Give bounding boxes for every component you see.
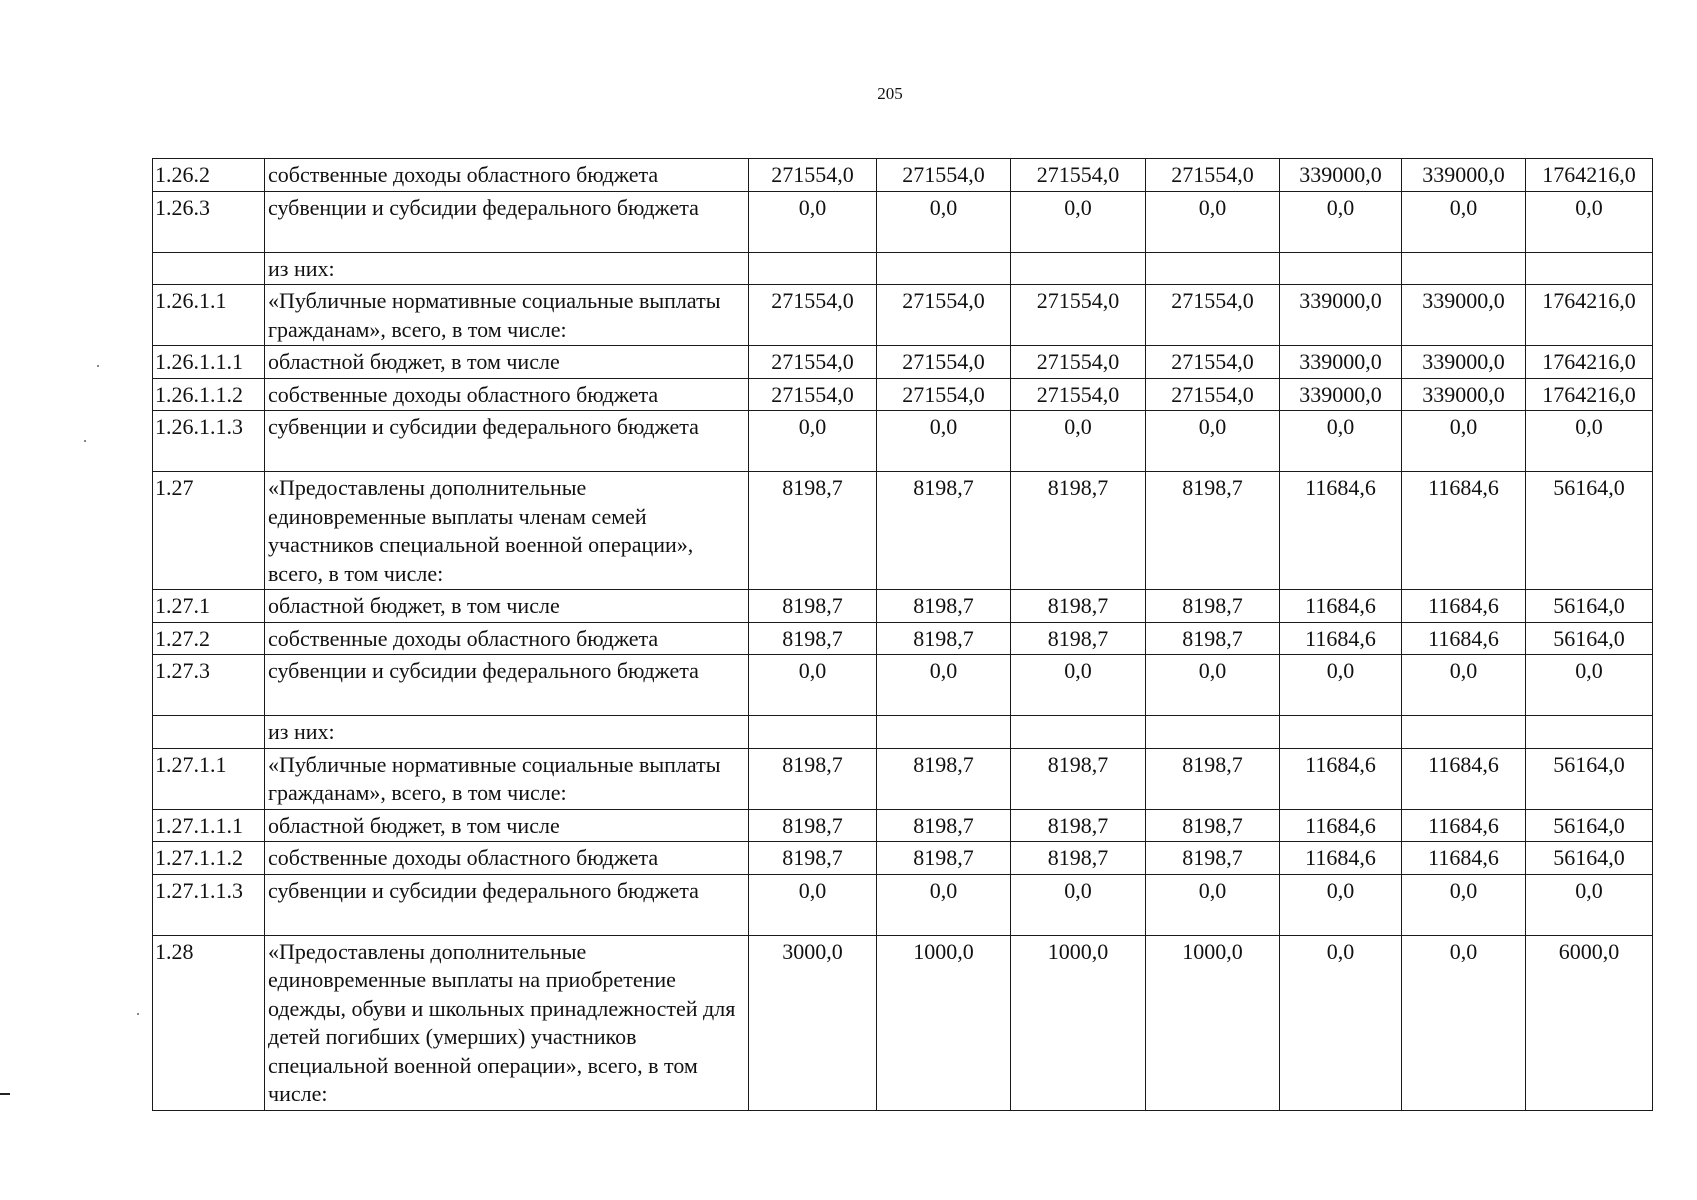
row-value: 339000,0 xyxy=(1402,159,1526,192)
row-description: из них: xyxy=(265,716,749,749)
row-value: 271554,0 xyxy=(1011,285,1146,346)
table-row xyxy=(153,378,1653,411)
row-value xyxy=(1402,716,1526,749)
row-value xyxy=(1146,716,1280,749)
row-value: 271554,0 xyxy=(877,159,1011,192)
row-total-value: 56164,0 xyxy=(1526,809,1653,842)
row-value: 8198,7 xyxy=(877,590,1011,623)
table-row xyxy=(153,842,1653,875)
row-value xyxy=(1146,252,1280,285)
row-value: 271554,0 xyxy=(749,378,877,411)
row-description: собственные доходы областного бюджета xyxy=(265,378,749,411)
row-value xyxy=(1280,716,1402,749)
row-code: 1.27 xyxy=(153,472,265,590)
row-value: 0,0 xyxy=(877,874,1011,935)
table-row xyxy=(153,472,1653,590)
row-description: «Предоставлены дополнительные единовременные выплаты на приобретение одежды, обуви и школьных принадлежностей для детей погибших (умерших) участников специальной военной операции», всего, в том числе: xyxy=(265,935,749,1110)
row-description: субвенции и субсидии федерального бюджета xyxy=(265,655,749,716)
row-value: 271554,0 xyxy=(877,285,1011,346)
row-total-value: 0,0 xyxy=(1526,655,1653,716)
row-value: 8198,7 xyxy=(749,842,877,875)
row-value xyxy=(749,716,877,749)
row-code: 1.27.1.1 xyxy=(153,748,265,809)
row-value: 11684,6 xyxy=(1402,748,1526,809)
row-value: 339000,0 xyxy=(1280,285,1402,346)
table-row xyxy=(153,935,1653,1110)
row-value: 11684,6 xyxy=(1280,622,1402,655)
row-description: субвенции и субсидии федерального бюджета xyxy=(265,191,749,252)
row-value: 0,0 xyxy=(1402,655,1526,716)
row-value: 271554,0 xyxy=(749,285,877,346)
row-value: 0,0 xyxy=(1011,191,1146,252)
table-row xyxy=(153,716,1653,749)
row-value: 271554,0 xyxy=(1011,159,1146,192)
scan-speck xyxy=(97,365,99,367)
row-value xyxy=(1402,252,1526,285)
row-value: 0,0 xyxy=(1146,655,1280,716)
row-total-value: 1764216,0 xyxy=(1526,159,1653,192)
row-value: 0,0 xyxy=(1280,655,1402,716)
row-value: 8198,7 xyxy=(1011,748,1146,809)
row-value: 271554,0 xyxy=(1146,378,1280,411)
row-total-value: 6000,0 xyxy=(1526,935,1653,1110)
table-row xyxy=(153,655,1653,716)
row-total-value xyxy=(1526,716,1653,749)
row-value: 1000,0 xyxy=(1146,935,1280,1110)
row-description: областной бюджет, в том числе xyxy=(265,590,749,623)
row-value: 0,0 xyxy=(1280,411,1402,472)
row-code: 1.26.1.1.3 xyxy=(153,411,265,472)
row-total-value xyxy=(1526,252,1653,285)
row-description: областной бюджет, в том числе xyxy=(265,809,749,842)
row-value: 8198,7 xyxy=(1011,622,1146,655)
row-value: 8198,7 xyxy=(1146,748,1280,809)
row-value: 8198,7 xyxy=(749,622,877,655)
row-total-value: 56164,0 xyxy=(1526,748,1653,809)
row-total-value: 56164,0 xyxy=(1526,622,1653,655)
row-value: 11684,6 xyxy=(1402,590,1526,623)
row-value: 0,0 xyxy=(1280,191,1402,252)
row-value: 11684,6 xyxy=(1402,472,1526,590)
row-description: собственные доходы областного бюджета xyxy=(265,622,749,655)
row-value: 271554,0 xyxy=(1011,346,1146,379)
row-code: 1.28 xyxy=(153,935,265,1110)
row-description: собственные доходы областного бюджета xyxy=(265,842,749,875)
row-value: 0,0 xyxy=(1011,411,1146,472)
row-value: 271554,0 xyxy=(1146,285,1280,346)
row-value xyxy=(749,252,877,285)
row-value: 11684,6 xyxy=(1280,842,1402,875)
table-row xyxy=(153,590,1653,623)
row-value: 271554,0 xyxy=(1146,346,1280,379)
table-row xyxy=(153,411,1653,472)
row-description: собственные доходы областного бюджета xyxy=(265,159,749,192)
row-value: 0,0 xyxy=(877,191,1011,252)
row-value: 0,0 xyxy=(1146,411,1280,472)
row-value: 339000,0 xyxy=(1280,346,1402,379)
scan-edge-mark xyxy=(0,1093,10,1095)
row-description: субвенции и субсидии федерального бюджета xyxy=(265,874,749,935)
row-code: 1.27.2 xyxy=(153,622,265,655)
row-code: 1.27.1 xyxy=(153,590,265,623)
row-value: 0,0 xyxy=(877,655,1011,716)
row-total-value: 1764216,0 xyxy=(1526,378,1653,411)
row-total-value: 56164,0 xyxy=(1526,472,1653,590)
table-row xyxy=(153,874,1653,935)
table-row xyxy=(153,809,1653,842)
row-total-value: 0,0 xyxy=(1526,411,1653,472)
row-value: 0,0 xyxy=(1011,655,1146,716)
row-value: 0,0 xyxy=(1280,874,1402,935)
row-code xyxy=(153,252,265,285)
row-value: 11684,6 xyxy=(1280,748,1402,809)
row-value: 8198,7 xyxy=(1146,809,1280,842)
table-row xyxy=(153,285,1653,346)
row-value: 0,0 xyxy=(877,411,1011,472)
row-value: 8198,7 xyxy=(877,809,1011,842)
row-value: 0,0 xyxy=(1146,191,1280,252)
row-total-value: 1764216,0 xyxy=(1526,285,1653,346)
row-value: 0,0 xyxy=(1011,874,1146,935)
table-row xyxy=(153,252,1653,285)
table-row xyxy=(153,346,1653,379)
row-value: 271554,0 xyxy=(1011,378,1146,411)
row-description: «Предоставлены дополнительные единовременные выплаты членам семей участников специальной военной операции», всего, в том числе: xyxy=(265,472,749,590)
row-value: 0,0 xyxy=(749,874,877,935)
row-value: 0,0 xyxy=(749,191,877,252)
row-value: 8198,7 xyxy=(877,748,1011,809)
row-description: из них: xyxy=(265,252,749,285)
row-value: 11684,6 xyxy=(1402,809,1526,842)
row-value: 11684,6 xyxy=(1280,590,1402,623)
row-value: 339000,0 xyxy=(1402,378,1526,411)
row-value: 0,0 xyxy=(1402,411,1526,472)
row-value xyxy=(1011,716,1146,749)
row-value: 8198,7 xyxy=(749,472,877,590)
row-value: 0,0 xyxy=(1402,191,1526,252)
row-value xyxy=(877,252,1011,285)
row-value: 339000,0 xyxy=(1280,159,1402,192)
row-value: 3000,0 xyxy=(749,935,877,1110)
row-value: 11684,6 xyxy=(1280,809,1402,842)
row-code: 1.26.2 xyxy=(153,159,265,192)
row-total-value: 1764216,0 xyxy=(1526,346,1653,379)
scan-speck xyxy=(84,440,86,442)
row-total-value: 56164,0 xyxy=(1526,842,1653,875)
row-code: 1.27.1.1.1 xyxy=(153,809,265,842)
row-code: 1.26.3 xyxy=(153,191,265,252)
row-value: 271554,0 xyxy=(877,346,1011,379)
row-value: 8198,7 xyxy=(1011,472,1146,590)
row-value xyxy=(877,716,1011,749)
row-value: 271554,0 xyxy=(749,159,877,192)
row-total-value: 0,0 xyxy=(1526,191,1653,252)
row-value: 271554,0 xyxy=(749,346,877,379)
row-value: 8198,7 xyxy=(877,472,1011,590)
table-row xyxy=(153,622,1653,655)
row-code: 1.26.1.1.1 xyxy=(153,346,265,379)
row-value: 8198,7 xyxy=(1011,590,1146,623)
row-code: 1.26.1.1.2 xyxy=(153,378,265,411)
row-value: 8198,7 xyxy=(749,590,877,623)
row-value: 8198,7 xyxy=(1011,809,1146,842)
row-value: 8198,7 xyxy=(1146,842,1280,875)
row-value: 339000,0 xyxy=(1402,285,1526,346)
row-value: 8198,7 xyxy=(749,809,877,842)
table-row xyxy=(153,191,1653,252)
row-value: 0,0 xyxy=(1146,874,1280,935)
budget-table xyxy=(152,158,1653,1111)
row-value xyxy=(1280,252,1402,285)
row-value: 0,0 xyxy=(1402,935,1526,1110)
row-value: 8198,7 xyxy=(1146,590,1280,623)
row-total-value: 0,0 xyxy=(1526,874,1653,935)
row-value: 8198,7 xyxy=(877,622,1011,655)
row-value: 339000,0 xyxy=(1402,346,1526,379)
row-value: 8198,7 xyxy=(1146,622,1280,655)
row-description: областной бюджет, в том числе xyxy=(265,346,749,379)
row-value: 0,0 xyxy=(1402,874,1526,935)
row-value: 11684,6 xyxy=(1280,472,1402,590)
row-description: субвенции и субсидии федерального бюджета xyxy=(265,411,749,472)
row-value: 8198,7 xyxy=(1011,842,1146,875)
row-value: 11684,6 xyxy=(1402,842,1526,875)
scan-speck xyxy=(137,1013,139,1015)
row-description: «Публичные нормативные социальные выплаты гражданам», всего, в том числе: xyxy=(265,285,749,346)
row-code xyxy=(153,716,265,749)
table-row xyxy=(153,748,1653,809)
table-row xyxy=(153,159,1653,192)
row-value: 8198,7 xyxy=(877,842,1011,875)
row-value: 8198,7 xyxy=(749,748,877,809)
row-code: 1.27.3 xyxy=(153,655,265,716)
row-description: «Публичные нормативные социальные выплаты гражданам», всего, в том числе: xyxy=(265,748,749,809)
row-value: 1000,0 xyxy=(877,935,1011,1110)
row-code: 1.27.1.1.3 xyxy=(153,874,265,935)
row-code: 1.27.1.1.2 xyxy=(153,842,265,875)
row-value: 271554,0 xyxy=(1146,159,1280,192)
row-value xyxy=(1011,252,1146,285)
row-value: 271554,0 xyxy=(877,378,1011,411)
row-value: 11684,6 xyxy=(1402,622,1526,655)
row-value: 0,0 xyxy=(749,411,877,472)
row-value: 8198,7 xyxy=(1146,472,1280,590)
row-value: 1000,0 xyxy=(1011,935,1146,1110)
page-number: 205 xyxy=(877,84,903,103)
row-value: 0,0 xyxy=(749,655,877,716)
row-code: 1.26.1.1 xyxy=(153,285,265,346)
row-value: 0,0 xyxy=(1280,935,1402,1110)
row-value: 339000,0 xyxy=(1280,378,1402,411)
row-total-value: 56164,0 xyxy=(1526,590,1653,623)
